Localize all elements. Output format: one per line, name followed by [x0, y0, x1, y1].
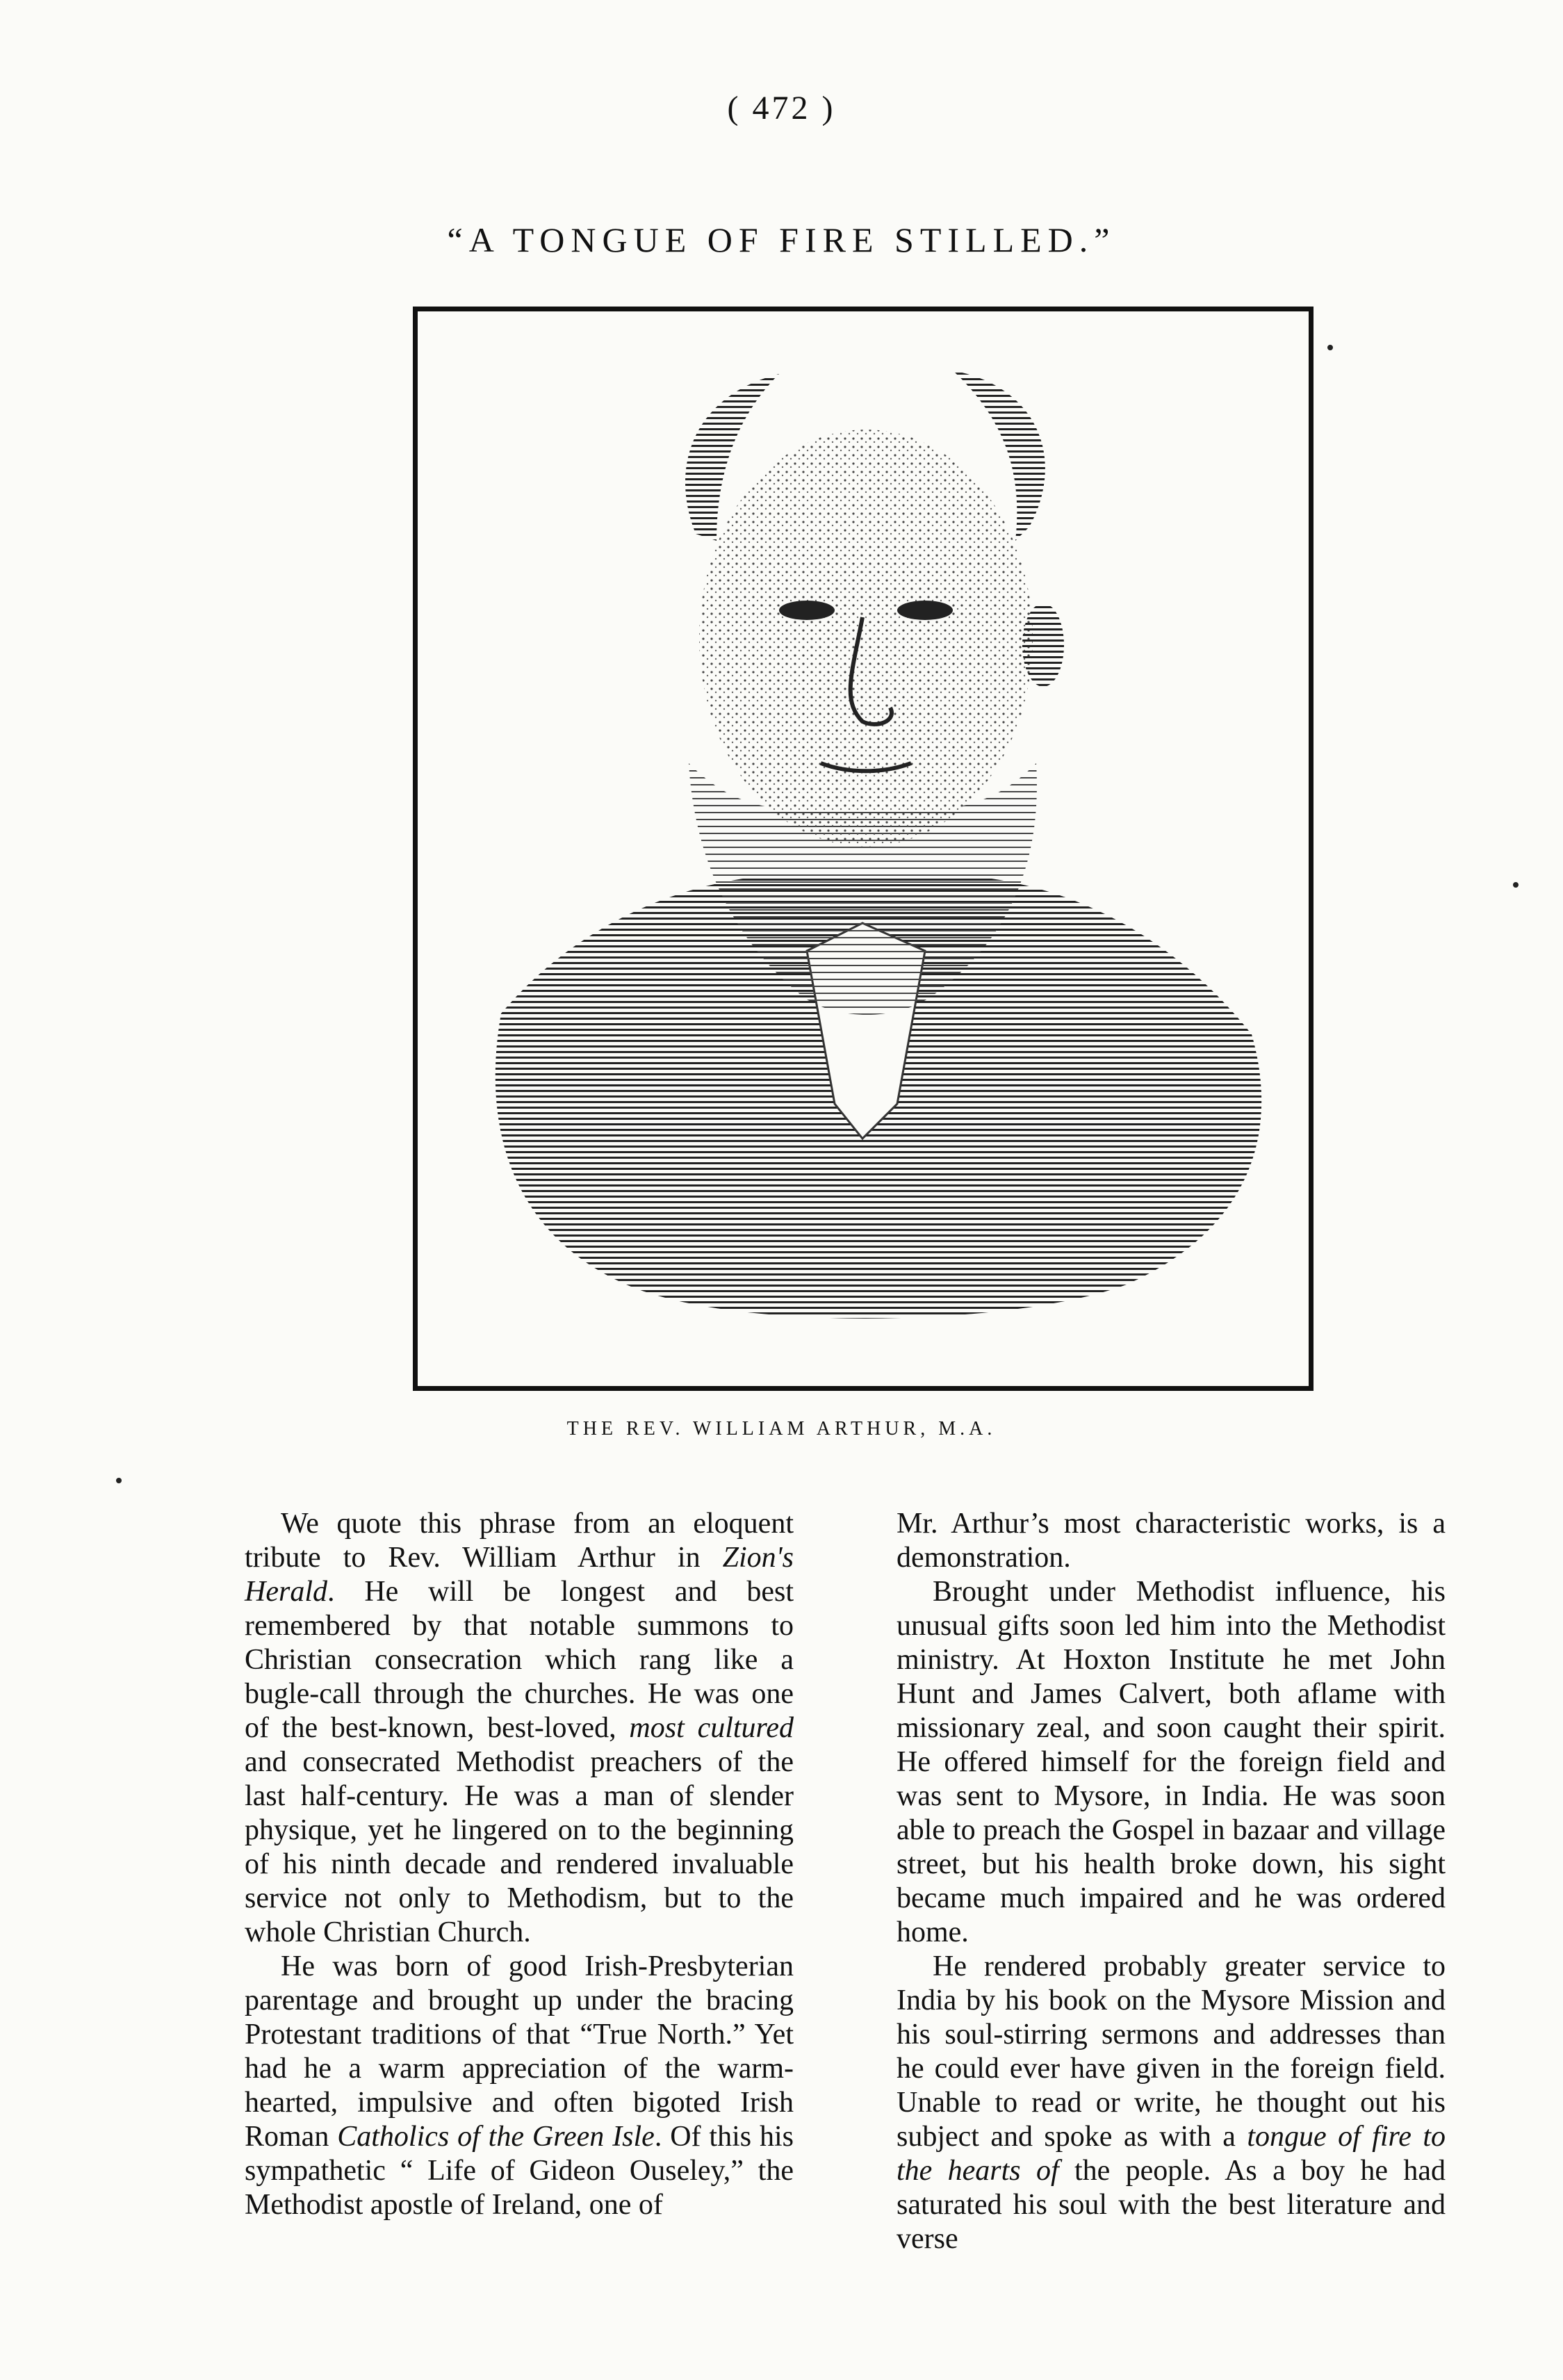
portrait-frame — [413, 307, 1314, 1391]
page-number: ( 472 ) — [727, 90, 836, 127]
right-paragraph-1: Mr. Arthur’s most characteristic works, is a demonstration. — [897, 1508, 1446, 1574]
print-speck — [1513, 882, 1519, 888]
article-title: “A TONGUE OF FIRE STILLED.” — [447, 220, 1116, 259]
portrait-illustration — [418, 311, 1309, 1386]
face-shape — [699, 430, 1033, 847]
right-paragraph-2: Brought under Methodist influence, his unusual gifts soon led him into the Methodist ministry. At Hoxton Institute he met John Hunt and James Calvert, both aflame with missionary zeal, and soon caught their spirit. He offered himself for the foreign field and was sent to Mysore, in India. He was soon able to preach the Gospel in bazaar and village street, but his health broke down, his sight became much impaired and he was ordered home. — [897, 1576, 1446, 1948]
right-column — [897, 1507, 1446, 2256]
right-paragraph-3: He rendered probably greater service to India by his book on the Mysore Mission and his soul-stirring sermons and addresses than he could ever have given in the foreign field. Unable to read or write, he thought out his subject and spoke as with a tongue of fire to the hearts of the people. As a boy he had saturated his soul with the best literature and verse — [897, 1950, 1446, 2255]
left-paragraph-1: We quote this phrase from an eloquent tribute to Rev. William Arthur in Zion's Herald. He will be longest and best remembered by that notable summons to Christian consecration which rang like a bugle-call through the churches. He was one of the best-known, best-loved, most cultured and consecrated Methodist preachers of the last half-century. He was a man of slender physique, yet he lingered on to the beginning of his ninth decade and rendered invaluable service not only to Methodism, but to the whole Christian Church. — [245, 1508, 794, 1948]
print-speck — [116, 1478, 122, 1483]
ear-shape — [1022, 603, 1064, 687]
print-speck — [1327, 345, 1333, 350]
portrait-caption: THE REV. WILLIAM ARTHUR, M.A. — [566, 1418, 997, 1440]
left-paragraph-2: He was born of good Irish-Presbyterian parentage and brought up under the bracing Protestant traditions of that “True North.” Yet had he a warm appreciation of the warm-hearted, impulsive and often bigoted Irish Roman Catholics of the Green Isle. Of this his sympathetic “ Life of Gideon Ouseley,” the Methodist apostle of Ireland, one of — [245, 1950, 794, 2221]
right-eye — [897, 601, 953, 620]
left-eye — [779, 601, 835, 620]
left-column — [245, 1507, 794, 2222]
